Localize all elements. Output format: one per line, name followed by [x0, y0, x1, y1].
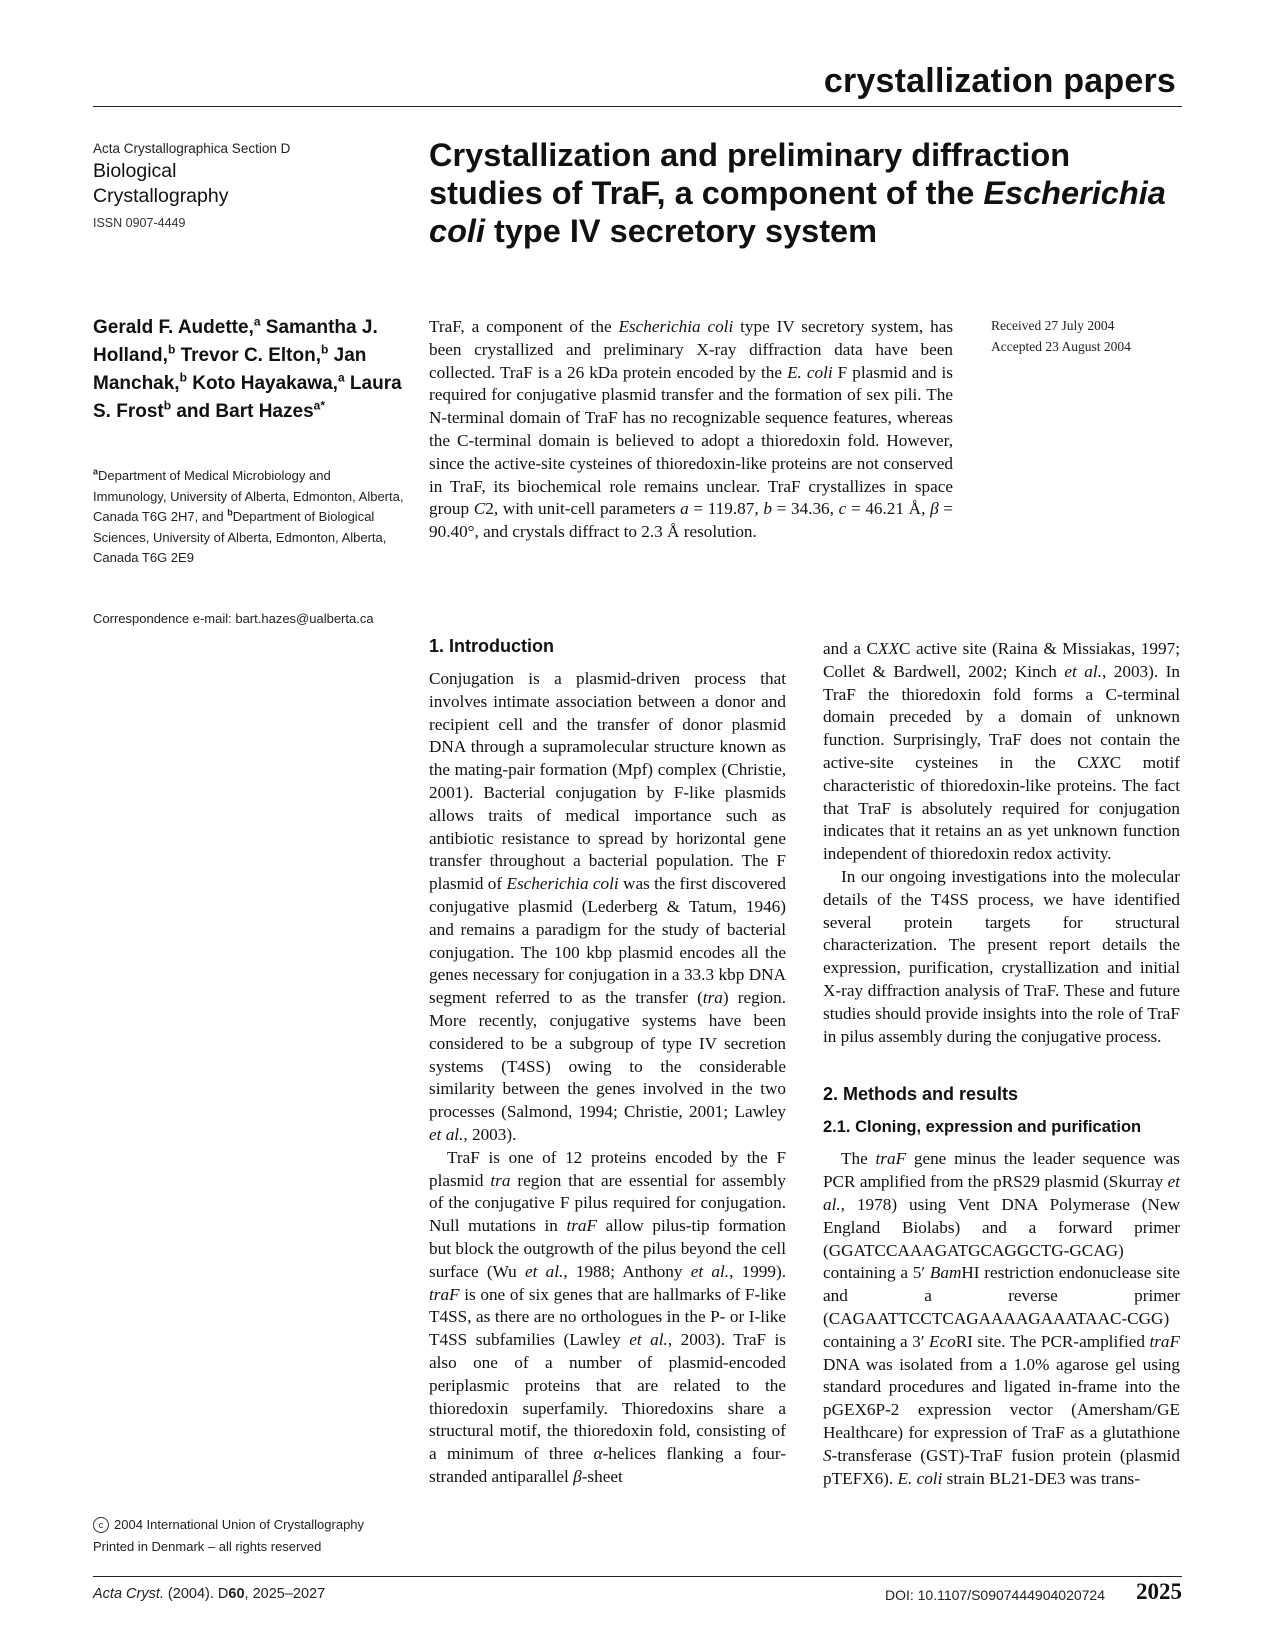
author-name: Gerald F. Audette, — [93, 317, 254, 338]
body-column-right — [823, 638, 1180, 1490]
footer-volume: 60 — [228, 1586, 245, 1602]
text: Conjugation is a plasmid-driven process that involves intimate association between a donor and recipient cell and the transfer of donor plasmid DNA through a supramolecular structure known as the mating-pair formation (Mpf) complex (Christie, 2001). Bacterial conjugation by F-like plasmids allows traits of medical importance such as antibiotic resistance to spread by horizontal gene transfer throughout a bacterial population. The F plasmid of — [429, 669, 786, 894]
received-date: Received 27 July 2004 — [991, 318, 1115, 333]
text: was the first discovered conjugative plasmid (Lederberg & Tatum, 1946) and remains a paradigm for the study of bacterial conjugation. The 100 kbp plasmid encodes all the genes necessary for conjugation in a 33.3 kbp DNA segment referred to as the transfer ( — [429, 874, 786, 1008]
italic: et al. — [524, 1261, 564, 1281]
author-affiliation-mark: a — [337, 370, 345, 385]
author-list — [93, 314, 405, 426]
italic: XX — [1088, 752, 1110, 772]
text: gene minus the leader sequence was PCR amplified from the pRS29 plasmid (Skurray — [823, 1149, 1180, 1192]
italic: β — [573, 1466, 582, 1486]
journal-block — [93, 141, 393, 230]
italic: traF — [429, 1284, 460, 1304]
copyright-icon: c — [93, 1517, 109, 1533]
text: C motif characteristic of thioredoxin-like proteins. The fact that TraF is absolutely required for conjugation indicates that it retains an as yet unknown function independent of thioredoxin redox activity. — [823, 752, 1180, 864]
italic: traF — [875, 1149, 907, 1169]
text: , 2003). — [463, 1124, 517, 1144]
abstract-text: = 34.36, — [771, 499, 839, 519]
page-number: 2025 — [1136, 1579, 1182, 1604]
journal-section-line1: Biological — [93, 160, 177, 182]
abstract-text: type IV secretory system, has been crystallized and preliminary X-ray diffraction data have been collected. TraF is a 26 kDa protein encoded by the — [429, 317, 954, 382]
author-name: Laura S. Frost — [93, 373, 402, 422]
text: and a C — [823, 639, 878, 658]
text: , 2003). In TraF the thioredoxin fold forms a C-terminal domain preceded by a domain of unknown function. Surprisingly, TraF does not contain the active-site cysteines in the C — [823, 661, 1180, 772]
text: -transferase (GST)-TraF fusion protein (plasmid pTEFX6). — [823, 1445, 1180, 1488]
section-heading-introduction: 1. Introduction — [429, 636, 554, 656]
text: is one of six genes that are hallmarks of F-like T4SS, as there are no orthologues in the P- or I-like T4SS subfamilies (Lawley — [429, 1284, 786, 1350]
correspondence-email: Correspondence e-mail: bart.hazes@ualberta.ca — [93, 611, 374, 626]
text: HI restriction endonuclease site and a reverse primer (CAGAATTCCTCAGAAAAGAAATAAC-CGG) containing a 3′ — [823, 1263, 1180, 1351]
italic: tra — [702, 988, 723, 1008]
italic: Eco — [928, 1331, 956, 1351]
text: The — [841, 1149, 876, 1169]
text: strain BL21-DE3 was trans- — [942, 1468, 1140, 1488]
text: -helices flanking a four-stranded antiparallel — [429, 1444, 786, 1486]
abstract-text: = 119.87, — [688, 499, 764, 519]
author-name: Bart Hazes — [215, 401, 314, 422]
abstract-text: TraF, a component of the — [429, 317, 619, 336]
text: -sheet — [581, 1466, 623, 1486]
journal-section — [93, 159, 393, 209]
abstract-text: F plasmid and is required for conjugative plasmid transfer and the formation of sex pili. The N-terminal domain of TraF has no recognizable sequence features, whereas the C-terminal domain is believed to adopt a thioredoxin fold. However, since the active-site cysteines of thioredoxin-like proteins are not conserved in TraF, its biochemical role remains unclear. TraF crystallizes in space group — [429, 362, 953, 519]
abstract-text: 2, with unit-cell parameters — [485, 499, 681, 519]
author-affiliation-mark: a* — [313, 398, 325, 413]
article-title-part1: Crystallization and preliminary diffraction studies of TraF, a component of the — [429, 137, 1071, 211]
text: , 1999). — [729, 1261, 787, 1281]
journal-name: Acta Crystallographica Section D — [93, 141, 291, 156]
running-header: crystallization papers — [823, 62, 1176, 100]
italic: traF — [1149, 1331, 1180, 1351]
italic: tra — [490, 1170, 511, 1190]
author-name: Jan Manchak, — [93, 345, 367, 394]
article-title — [429, 136, 1189, 250]
footer-year: (2004). D — [163, 1586, 229, 1602]
copyright-line2: Printed in Denmark – all rights reserved — [93, 1539, 322, 1554]
footer-pages: , 2025–2027 — [244, 1586, 326, 1602]
footer-doi: DOI: 10.1107/S0907444904020724 — [884, 1587, 1105, 1603]
footer-journal: Acta Cryst. — [93, 1586, 164, 1602]
author-affiliation-mark: b — [321, 342, 329, 357]
text: TraF is one of 12 proteins encoded by the F plasmid — [429, 1147, 786, 1190]
author-affiliation-mark: b — [167, 342, 176, 357]
text: C active site (Raina & Missiakas, 1997; Collet & Bardwell, 2002; Kinch — [823, 639, 1180, 681]
italic: et al. — [429, 1124, 464, 1144]
abstract-italic: E. coli — [787, 362, 833, 382]
italic: XX — [878, 639, 899, 658]
italic: Escherichia coli — [506, 874, 619, 894]
author-conjunction: and — [176, 401, 211, 422]
abstract-italic: b — [763, 499, 772, 519]
paragraph — [429, 668, 786, 1147]
text: region that are essential for assembly of the conjugative F pilus required for conjugation. Null mutations in — [429, 1170, 786, 1236]
journal-issn: ISSN 0907-4449 — [93, 216, 186, 230]
author-name: Trevor C. Elton, — [180, 345, 321, 366]
article-title-organism: Escherichia coli — [429, 175, 1166, 249]
text: allow pilus-tip formation but block the outgrowth of the pilus beyond the cell surface (Wu — [429, 1216, 786, 1281]
abstract-text: = 46.21 Å, — [846, 499, 931, 519]
italic: et al. — [629, 1330, 668, 1350]
italic: Bam — [929, 1263, 962, 1283]
footer-citation — [93, 1586, 325, 1602]
italic: E. coli — [897, 1468, 943, 1488]
author-affiliation-mark: b — [179, 370, 187, 385]
affiliations — [93, 466, 405, 569]
article-dates — [991, 315, 1131, 357]
subsection-heading-cloning: 2.1. Cloning, expression and purification — [823, 1118, 1142, 1137]
abstract-italic: C — [473, 499, 486, 519]
text: DNA was isolated from a 1.0% agarose gel using standard procedures and ligated in-frame into the pGEX6P-2 expression vector (Amersham/GE Healthcare) for expression of TraF as a glutathione — [823, 1354, 1180, 1442]
italic: S — [823, 1445, 832, 1465]
paragraph — [429, 1147, 786, 1489]
text: , 1978) using Vent DNA Polymerase (New England Biolabs) and a forward primer (GGATCCAAAGATGCAGGCTG-GCAG) containing a 5′ — [823, 1194, 1180, 1283]
section-heading-methods: 2. Methods and results — [823, 1084, 1019, 1105]
abstract-italic: a — [680, 499, 689, 519]
text: , 2003). TraF is also one of a number of plasmid-encoded periplasmic proteins that are related to the thioredoxin superfamily. Thioredoxins share a structural motif, the thioredoxin fold, consisting of a minimum of three — [429, 1330, 786, 1464]
author-affiliation-mark: a — [253, 314, 261, 329]
author-name: Koto Hayakawa, — [192, 373, 338, 394]
author-affiliation-mark: b — [163, 398, 172, 413]
abstract-italic: β — [930, 499, 939, 519]
italic: et al. — [1064, 661, 1102, 681]
affiliation-text: Department of Medical Microbiology and Immunology, University of Alberta, Edmonton, Alberta, Canada T6G 2H7, and — [93, 468, 404, 524]
author-name: Samantha J. Holland, — [93, 317, 378, 366]
italic: et al. — [823, 1172, 1180, 1214]
copyright-text: 2004 International Union of Crystallography — [114, 1517, 365, 1532]
paragraph: In our ongoing investigations into the molecular details of the T4SS process, we have identified several protein targets for structural characterization. The present report details the expression, purification, crystallization and initial X-ray diffraction analysis of TraF. These and future studies should provide insights into the role of TraF in pilus assembly during the conjugative process. — [823, 866, 1180, 1046]
text: RI site. The PCR-amplified — [955, 1331, 1150, 1351]
affiliation-text: Department of Biological Sciences, University of Alberta, Edmonton, Alberta, Canada T6G 2E9 — [93, 509, 387, 565]
italic: traF — [566, 1216, 598, 1236]
abstract — [429, 316, 953, 544]
abstract-italic: Escherichia coli — [618, 317, 734, 336]
journal-section-line2: Crystallography — [93, 185, 229, 207]
abstract-text: = 90.40°, and crystals diffract to 2.3 Å resolution. — [429, 499, 953, 542]
accepted-date: Accepted 23 August 2004 — [991, 339, 1131, 354]
text: , 1988; Anthony — [563, 1261, 691, 1281]
italic: α — [593, 1444, 603, 1464]
affiliation-mark: b — [227, 507, 233, 518]
footer-rule — [93, 1576, 1182, 1577]
affiliation-mark: a — [93, 466, 99, 477]
body-column-left — [429, 634, 786, 1489]
text: ) region. More recently, conjugative systems have been considered to be a subgroup of type IV secretion systems (T4SS) owing to the considerable similarity between the genes involved in the two processes (Salmond, 1994; Christie, 2001; Lawley — [429, 988, 786, 1122]
header-rule — [93, 106, 1182, 107]
paragraph — [823, 1148, 1180, 1490]
paragraph — [823, 638, 1180, 866]
copyright-notice — [93, 1514, 364, 1558]
article-title-part2: type IV secretory system — [485, 213, 878, 249]
copyright-line1 — [93, 1514, 364, 1536]
abstract-italic: c — [838, 499, 847, 519]
italic: et al. — [690, 1261, 730, 1281]
